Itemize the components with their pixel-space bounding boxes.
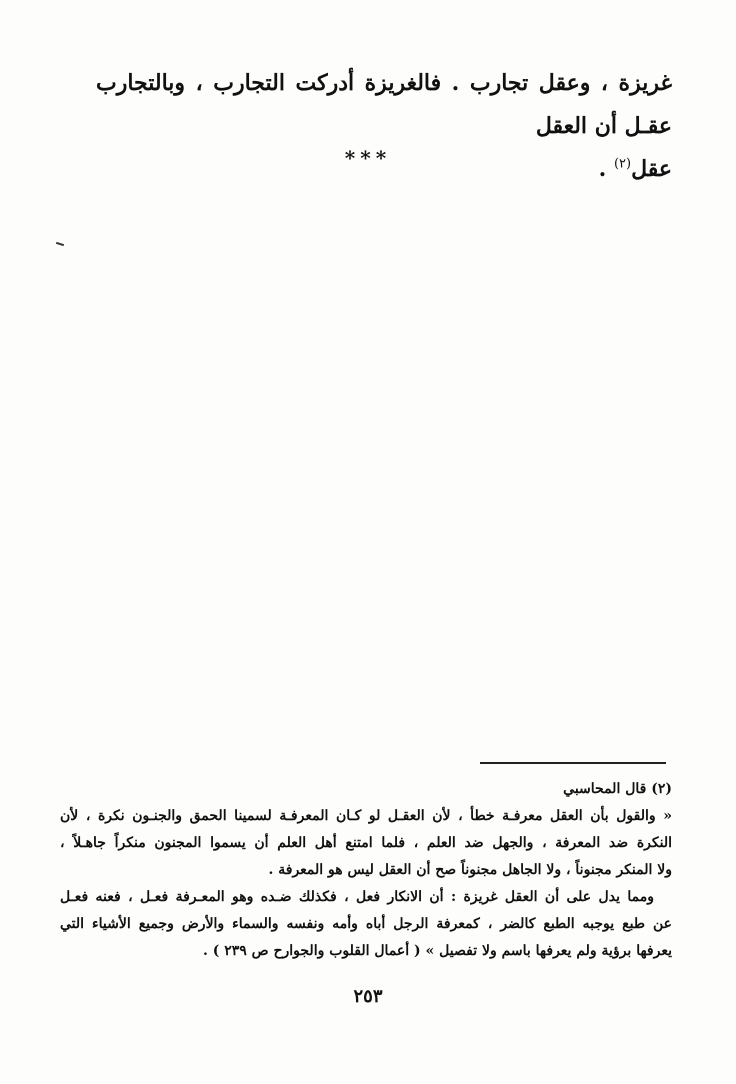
footnote-line-6: يعرفها برؤية ولم يعرفها باسم ولا تفصيل » ( أعمال القلوب والجوارح ص ٢٣٩ ) .: [202, 943, 672, 959]
main-body-text: [96, 62, 672, 191]
stray-ink-mark: [56, 242, 64, 246]
footnotes-block: [60, 776, 672, 965]
footnote-line-2: النكرة ضد المعرفة ، والجهل ضد العلم ، فلما امتنع أهل العلم أن يسموا المجنون منكراً جاهـلاً ،: [60, 835, 672, 851]
footnote-line-4: ومما يدل على أن العقل غريزة : أن الانكار فعل ، فكذلك ضـده وهو المعـرفة فعـل ، فعنه فعـل: [60, 889, 654, 905]
page-number: ٢٥٣: [353, 986, 383, 1007]
body-line-1: غريزة ، وعقل تجارب . فالغريزة أدركت التجارب ، وبالتجارب عقـل أن العقل: [96, 70, 672, 139]
body-line-2-end: .: [598, 156, 614, 182]
footnote-line-1: « والقول بأن العقل معرفـة خطأ ، لأن العقـل لو كـان المعرفـة لسمينا الحمق والجنـون نكرة ، لأن: [60, 808, 672, 824]
body-line-2-word: عقل: [631, 156, 672, 182]
section-separator: ***: [344, 146, 392, 170]
footnote-divider: [480, 762, 666, 764]
footnote-reference: (٢): [613, 156, 632, 172]
footnote-line-5: عن طبع يوجبه الطبع كالضر ، كمعرفة الرجل أباه وأمه ونفسه والسماء والأرض وجميع الأشياء التي: [60, 916, 672, 932]
footnote-heading: (٢) قال المحاسبي: [563, 781, 672, 797]
footnote-line-3: ولا المنكر مجنوناً ، ولا الجاهل مجنوناً صح أن العقل ليس هو المعرفة .: [268, 862, 672, 878]
